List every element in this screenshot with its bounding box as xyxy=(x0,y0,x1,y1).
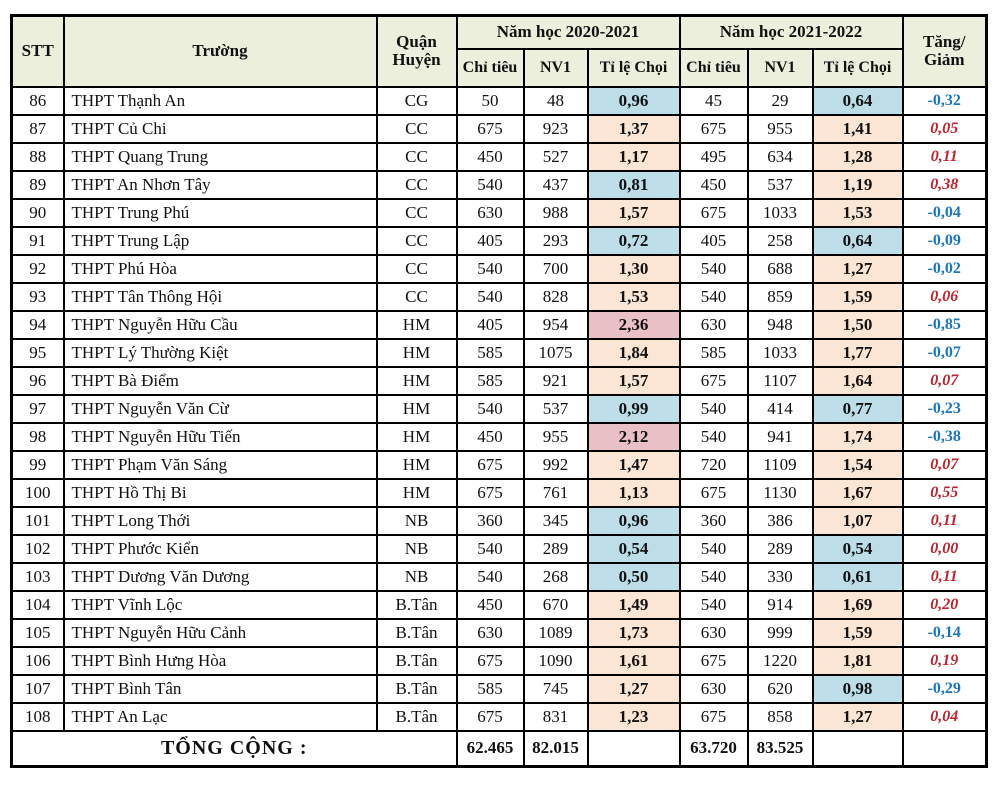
cell-y1-nv1: 761 xyxy=(524,479,588,507)
cell-y1-quota: 585 xyxy=(457,367,524,395)
header-delta-line1: Tăng/ xyxy=(922,31,966,51)
cell-y1-quota: 675 xyxy=(457,703,524,731)
cell-y1-nv1: 992 xyxy=(524,451,588,479)
cell-y1-quota: 675 xyxy=(457,479,524,507)
cell-y1-ratio: 1,37 xyxy=(588,115,680,143)
cell-delta: -0,02 xyxy=(903,255,987,283)
cell-district: HM xyxy=(377,311,457,339)
cell-y2-nv1: 634 xyxy=(748,143,813,171)
cell-y1-nv1: 745 xyxy=(524,675,588,703)
cell-district: CC xyxy=(377,255,457,283)
cell-delta: 0,04 xyxy=(903,703,987,731)
cell-stt: 87 xyxy=(12,115,64,143)
cell-y1-quota: 585 xyxy=(457,339,524,367)
header-district-line1: Quận xyxy=(396,31,437,51)
cell-district: HM xyxy=(377,367,457,395)
cell-y1-ratio: 0,96 xyxy=(588,507,680,535)
cell-stt: 103 xyxy=(12,563,64,591)
cell-y1-quota: 630 xyxy=(457,619,524,647)
cell-y2-nv1: 1107 xyxy=(748,367,813,395)
cell-y1-nv1: 923 xyxy=(524,115,588,143)
cell-district: CC xyxy=(377,143,457,171)
cell-y1-nv1: 828 xyxy=(524,283,588,311)
cell-y2-ratio: 0,64 xyxy=(813,227,903,255)
total-y2-quota: 63.720 xyxy=(680,731,748,767)
cell-y1-ratio: 0,54 xyxy=(588,535,680,563)
cell-y1-ratio: 1,27 xyxy=(588,675,680,703)
cell-school: THPT An Lạc xyxy=(64,703,377,731)
header-stt: STT xyxy=(12,16,64,87)
cell-delta: 0,07 xyxy=(903,451,987,479)
cell-stt: 99 xyxy=(12,451,64,479)
cell-y1-nv1: 345 xyxy=(524,507,588,535)
total-label: TỔNG CỘNG : xyxy=(12,731,457,767)
cell-stt: 97 xyxy=(12,395,64,423)
cell-school: THPT Trung Phú xyxy=(64,199,377,227)
cell-y2-nv1: 1220 xyxy=(748,647,813,675)
cell-district: CC xyxy=(377,171,457,199)
cell-y1-quota: 540 xyxy=(457,395,524,423)
table-footer xyxy=(12,731,987,767)
table-row xyxy=(12,143,987,171)
cell-school: THPT Tân Thông Hội xyxy=(64,283,377,311)
cell-y1-nv1: 289 xyxy=(524,535,588,563)
cell-district: CC xyxy=(377,227,457,255)
cell-y1-nv1: 527 xyxy=(524,143,588,171)
cell-delta: 0,07 xyxy=(903,367,987,395)
table-row xyxy=(12,171,987,199)
cell-y2-ratio: 1,74 xyxy=(813,423,903,451)
cell-delta: 0,19 xyxy=(903,647,987,675)
cell-y1-ratio: 1,30 xyxy=(588,255,680,283)
total-row xyxy=(12,731,987,767)
cell-y1-nv1: 537 xyxy=(524,395,588,423)
cell-y2-quota: 540 xyxy=(680,535,748,563)
header-delta-line2: Giảm xyxy=(923,50,965,70)
cell-school: THPT Phú Hòa xyxy=(64,255,377,283)
cell-school: THPT Hồ Thị Bi xyxy=(64,479,377,507)
cell-y1-nv1: 1090 xyxy=(524,647,588,675)
table-row xyxy=(12,479,987,507)
table-row xyxy=(12,87,987,115)
cell-district: CC xyxy=(377,115,457,143)
cell-stt: 107 xyxy=(12,675,64,703)
total-y1-nv1: 82.015 xyxy=(524,731,588,767)
cell-y1-ratio: 1,57 xyxy=(588,199,680,227)
cell-delta: 0,11 xyxy=(903,507,987,535)
cell-y2-ratio: 1,27 xyxy=(813,255,903,283)
cell-delta: -0,07 xyxy=(903,339,987,367)
cell-y2-nv1: 29 xyxy=(748,87,813,115)
cell-stt: 102 xyxy=(12,535,64,563)
cell-y1-quota: 675 xyxy=(457,647,524,675)
table-row xyxy=(12,451,987,479)
cell-y2-ratio: 1,28 xyxy=(813,143,903,171)
cell-y1-quota: 360 xyxy=(457,507,524,535)
table-row xyxy=(12,339,987,367)
total-y2-ratio xyxy=(813,731,903,767)
cell-y2-quota: 360 xyxy=(680,507,748,535)
cell-y2-ratio: 1,81 xyxy=(813,647,903,675)
cell-stt: 88 xyxy=(12,143,64,171)
cell-y2-quota: 675 xyxy=(680,199,748,227)
cell-y2-ratio: 1,53 xyxy=(813,199,903,227)
cell-district: HM xyxy=(377,451,457,479)
cell-y1-ratio: 1,23 xyxy=(588,703,680,731)
cell-y2-quota: 495 xyxy=(680,143,748,171)
cell-y1-nv1: 293 xyxy=(524,227,588,255)
table-row xyxy=(12,675,987,703)
cell-y2-quota: 540 xyxy=(680,255,748,283)
cell-y1-quota: 675 xyxy=(457,451,524,479)
cell-stt: 105 xyxy=(12,619,64,647)
cell-district: CC xyxy=(377,199,457,227)
cell-y2-quota: 45 xyxy=(680,87,748,115)
cell-y1-quota: 50 xyxy=(457,87,524,115)
table-row xyxy=(12,703,987,731)
cell-y1-nv1: 700 xyxy=(524,255,588,283)
cell-school: THPT Phạm Văn Sáng xyxy=(64,451,377,479)
table-row xyxy=(12,507,987,535)
cell-y1-quota: 540 xyxy=(457,171,524,199)
header-y2-ratio: Tỉ lệ Chọi xyxy=(813,49,903,87)
cell-delta: -0,29 xyxy=(903,675,987,703)
header-year2: Năm học 2021-2022 xyxy=(680,16,903,49)
cell-school: THPT Bình Hưng Hòa xyxy=(64,647,377,675)
cell-district: B.Tân xyxy=(377,591,457,619)
cell-y1-nv1: 670 xyxy=(524,591,588,619)
cell-school: THPT Nguyễn Hữu Cảnh xyxy=(64,619,377,647)
cell-delta: -0,85 xyxy=(903,311,987,339)
admission-ratio-table xyxy=(10,14,988,768)
cell-district: HM xyxy=(377,479,457,507)
cell-y1-nv1: 48 xyxy=(524,87,588,115)
cell-district: B.Tân xyxy=(377,619,457,647)
total-delta xyxy=(903,731,987,767)
cell-y2-ratio: 1,64 xyxy=(813,367,903,395)
cell-school: THPT Vĩnh Lộc xyxy=(64,591,377,619)
cell-school: THPT Nguyễn Hữu Tiến xyxy=(64,423,377,451)
cell-district: B.Tân xyxy=(377,647,457,675)
cell-y2-ratio: 1,54 xyxy=(813,451,903,479)
cell-y2-nv1: 414 xyxy=(748,395,813,423)
table-row xyxy=(12,311,987,339)
cell-y1-quota: 540 xyxy=(457,255,524,283)
cell-delta: 0,20 xyxy=(903,591,987,619)
cell-y1-ratio: 0,96 xyxy=(588,87,680,115)
cell-y2-nv1: 1033 xyxy=(748,339,813,367)
cell-y1-ratio: 1,61 xyxy=(588,647,680,675)
cell-school: THPT Phước Kiển xyxy=(64,535,377,563)
cell-y1-ratio: 1,53 xyxy=(588,283,680,311)
cell-stt: 108 xyxy=(12,703,64,731)
cell-y1-ratio: 0,99 xyxy=(588,395,680,423)
cell-district: B.Tân xyxy=(377,703,457,731)
cell-y1-nv1: 1089 xyxy=(524,619,588,647)
cell-stt: 91 xyxy=(12,227,64,255)
cell-y1-ratio: 1,84 xyxy=(588,339,680,367)
cell-y2-quota: 675 xyxy=(680,367,748,395)
cell-y2-nv1: 858 xyxy=(748,703,813,731)
cell-y2-nv1: 955 xyxy=(748,115,813,143)
cell-school: THPT An Nhơn Tây xyxy=(64,171,377,199)
cell-y1-ratio: 2,36 xyxy=(588,311,680,339)
header-y2-quota: Chỉ tiêu xyxy=(680,49,748,87)
cell-school: THPT Củ Chi xyxy=(64,115,377,143)
cell-y2-nv1: 620 xyxy=(748,675,813,703)
cell-y1-ratio: 2,12 xyxy=(588,423,680,451)
cell-y1-ratio: 0,81 xyxy=(588,171,680,199)
cell-y2-ratio: 1,27 xyxy=(813,703,903,731)
table-row xyxy=(12,535,987,563)
cell-district: CC xyxy=(377,283,457,311)
cell-stt: 92 xyxy=(12,255,64,283)
cell-stt: 90 xyxy=(12,199,64,227)
cell-y2-quota: 540 xyxy=(680,283,748,311)
cell-stt: 101 xyxy=(12,507,64,535)
cell-school: THPT Quang Trung xyxy=(64,143,377,171)
cell-y2-ratio: 0,64 xyxy=(813,87,903,115)
cell-stt: 98 xyxy=(12,423,64,451)
cell-y2-ratio: 0,54 xyxy=(813,535,903,563)
cell-y2-quota: 675 xyxy=(680,703,748,731)
cell-delta: 0,55 xyxy=(903,479,987,507)
cell-school: THPT Nguyễn Hữu Cầu xyxy=(64,311,377,339)
cell-stt: 106 xyxy=(12,647,64,675)
cell-y1-nv1: 1075 xyxy=(524,339,588,367)
cell-y2-nv1: 1130 xyxy=(748,479,813,507)
cell-y1-quota: 540 xyxy=(457,563,524,591)
cell-y1-ratio: 1,57 xyxy=(588,367,680,395)
cell-y1-ratio: 1,47 xyxy=(588,451,680,479)
cell-y2-ratio: 1,41 xyxy=(813,115,903,143)
table-row xyxy=(12,423,987,451)
cell-district: B.Tân xyxy=(377,675,457,703)
table-row xyxy=(12,563,987,591)
header-district-line2: Huyện xyxy=(392,50,441,70)
cell-stt: 104 xyxy=(12,591,64,619)
header-school: Trường xyxy=(64,16,377,87)
cell-school: THPT Dương Văn Dương xyxy=(64,563,377,591)
table-row xyxy=(12,647,987,675)
cell-district: NB xyxy=(377,535,457,563)
cell-delta: 0,11 xyxy=(903,563,987,591)
cell-y2-ratio: 0,77 xyxy=(813,395,903,423)
cell-y1-ratio: 1,73 xyxy=(588,619,680,647)
cell-y1-ratio: 1,49 xyxy=(588,591,680,619)
cell-y2-nv1: 688 xyxy=(748,255,813,283)
cell-y2-nv1: 1109 xyxy=(748,451,813,479)
table-row xyxy=(12,367,987,395)
cell-school: THPT Nguyễn Văn Cừ xyxy=(64,395,377,423)
cell-y1-quota: 540 xyxy=(457,535,524,563)
header-y2-nv1: NV1 xyxy=(748,49,813,87)
cell-y1-nv1: 955 xyxy=(524,423,588,451)
cell-y2-ratio: 1,50 xyxy=(813,311,903,339)
cell-y1-quota: 450 xyxy=(457,591,524,619)
cell-y2-quota: 540 xyxy=(680,423,748,451)
cell-y2-quota: 585 xyxy=(680,339,748,367)
cell-delta: -0,04 xyxy=(903,199,987,227)
cell-y2-ratio: 0,61 xyxy=(813,563,903,591)
cell-y2-quota: 630 xyxy=(680,619,748,647)
cell-y2-quota: 630 xyxy=(680,675,748,703)
cell-y1-ratio: 1,17 xyxy=(588,143,680,171)
cell-y2-quota: 720 xyxy=(680,451,748,479)
cell-y1-ratio: 0,50 xyxy=(588,563,680,591)
cell-y2-ratio: 1,59 xyxy=(813,283,903,311)
cell-delta: -0,32 xyxy=(903,87,987,115)
cell-y2-ratio: 1,69 xyxy=(813,591,903,619)
cell-y2-quota: 675 xyxy=(680,647,748,675)
cell-school: THPT Lý Thường Kiệt xyxy=(64,339,377,367)
cell-delta: -0,09 xyxy=(903,227,987,255)
table-row xyxy=(12,199,987,227)
cell-y2-quota: 540 xyxy=(680,563,748,591)
header-delta xyxy=(903,16,987,87)
header-y1-nv1: NV1 xyxy=(524,49,588,87)
table-row xyxy=(12,283,987,311)
cell-y2-nv1: 258 xyxy=(748,227,813,255)
cell-school: THPT Long Thới xyxy=(64,507,377,535)
cell-y2-ratio: 1,77 xyxy=(813,339,903,367)
cell-district: HM xyxy=(377,395,457,423)
cell-y2-quota: 675 xyxy=(680,115,748,143)
table-row xyxy=(12,591,987,619)
cell-y1-nv1: 831 xyxy=(524,703,588,731)
cell-y2-quota: 405 xyxy=(680,227,748,255)
cell-y2-nv1: 948 xyxy=(748,311,813,339)
table-row xyxy=(12,619,987,647)
cell-y2-quota: 540 xyxy=(680,395,748,423)
cell-stt: 93 xyxy=(12,283,64,311)
cell-y2-nv1: 1033 xyxy=(748,199,813,227)
cell-y1-quota: 675 xyxy=(457,115,524,143)
cell-delta: 0,00 xyxy=(903,535,987,563)
cell-y1-nv1: 268 xyxy=(524,563,588,591)
cell-school: THPT Thạnh An xyxy=(64,87,377,115)
cell-y1-quota: 450 xyxy=(457,143,524,171)
cell-y1-quota: 585 xyxy=(457,675,524,703)
cell-y1-quota: 405 xyxy=(457,227,524,255)
cell-y1-quota: 405 xyxy=(457,311,524,339)
cell-district: HM xyxy=(377,339,457,367)
cell-y2-ratio: 1,07 xyxy=(813,507,903,535)
cell-school: THPT Bình Tân xyxy=(64,675,377,703)
cell-school: THPT Trung Lập xyxy=(64,227,377,255)
cell-stt: 89 xyxy=(12,171,64,199)
table-row xyxy=(12,227,987,255)
cell-y1-nv1: 954 xyxy=(524,311,588,339)
cell-stt: 86 xyxy=(12,87,64,115)
cell-y2-ratio: 1,59 xyxy=(813,619,903,647)
cell-y2-ratio: 0,98 xyxy=(813,675,903,703)
cell-delta: -0,38 xyxy=(903,423,987,451)
cell-school: THPT Bà Điểm xyxy=(64,367,377,395)
cell-delta: -0,23 xyxy=(903,395,987,423)
cell-y2-nv1: 330 xyxy=(748,563,813,591)
total-y2-nv1: 83.525 xyxy=(748,731,813,767)
cell-district: CG xyxy=(377,87,457,115)
cell-y1-nv1: 988 xyxy=(524,199,588,227)
cell-delta: 0,38 xyxy=(903,171,987,199)
cell-y2-ratio: 1,67 xyxy=(813,479,903,507)
cell-y2-nv1: 914 xyxy=(748,591,813,619)
cell-district: NB xyxy=(377,563,457,591)
cell-y2-quota: 630 xyxy=(680,311,748,339)
table-body xyxy=(12,87,987,731)
cell-delta: 0,06 xyxy=(903,283,987,311)
header-y1-quota: Chỉ tiêu xyxy=(457,49,524,87)
cell-y2-ratio: 1,19 xyxy=(813,171,903,199)
cell-y1-quota: 630 xyxy=(457,199,524,227)
cell-stt: 95 xyxy=(12,339,64,367)
cell-y2-nv1: 289 xyxy=(748,535,813,563)
cell-y2-quota: 540 xyxy=(680,591,748,619)
cell-stt: 96 xyxy=(12,367,64,395)
cell-y1-nv1: 437 xyxy=(524,171,588,199)
table-row xyxy=(12,255,987,283)
table-header xyxy=(12,16,987,87)
cell-stt: 94 xyxy=(12,311,64,339)
total-y1-quota: 62.465 xyxy=(457,731,524,767)
total-y1-ratio xyxy=(588,731,680,767)
cell-delta: 0,11 xyxy=(903,143,987,171)
cell-y2-quota: 450 xyxy=(680,171,748,199)
cell-y1-nv1: 921 xyxy=(524,367,588,395)
cell-delta: 0,05 xyxy=(903,115,987,143)
cell-y1-ratio: 1,13 xyxy=(588,479,680,507)
cell-y2-nv1: 386 xyxy=(748,507,813,535)
cell-y1-quota: 450 xyxy=(457,423,524,451)
cell-y2-nv1: 999 xyxy=(748,619,813,647)
cell-y1-ratio: 0,72 xyxy=(588,227,680,255)
cell-y2-nv1: 859 xyxy=(748,283,813,311)
cell-district: NB xyxy=(377,507,457,535)
cell-district: HM xyxy=(377,423,457,451)
header-district xyxy=(377,16,457,87)
table-row xyxy=(12,395,987,423)
cell-delta: -0,14 xyxy=(903,619,987,647)
cell-y2-quota: 675 xyxy=(680,479,748,507)
cell-y1-quota: 540 xyxy=(457,283,524,311)
header-year1: Năm học 2020-2021 xyxy=(457,16,680,49)
table-row xyxy=(12,115,987,143)
header-y1-ratio: Tỉ lệ Chọi xyxy=(588,49,680,87)
cell-y2-nv1: 537 xyxy=(748,171,813,199)
cell-y2-nv1: 941 xyxy=(748,423,813,451)
cell-stt: 100 xyxy=(12,479,64,507)
